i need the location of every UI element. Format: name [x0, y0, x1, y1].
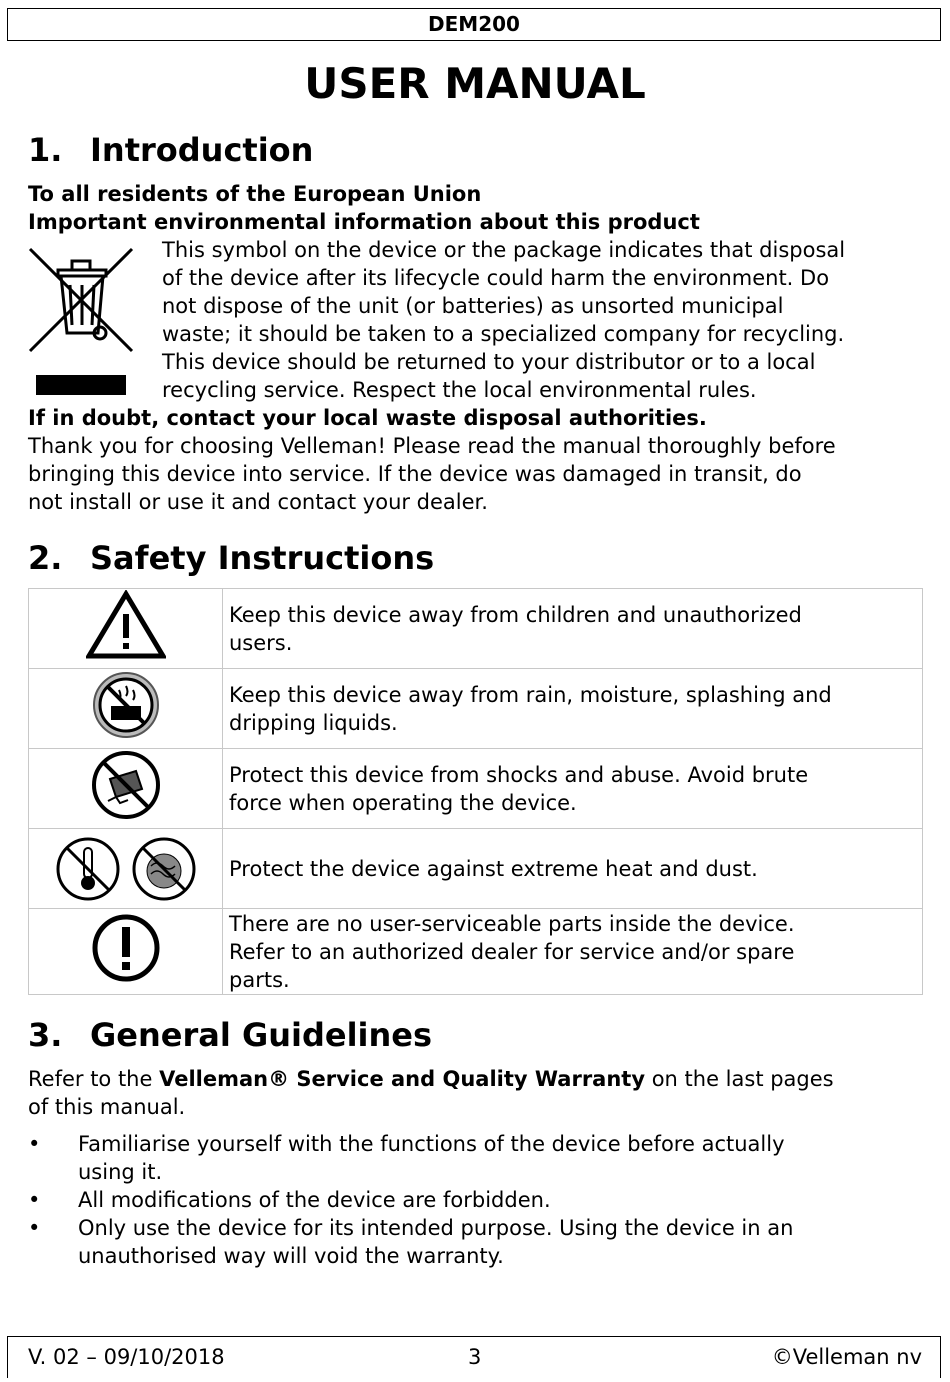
safety-row	[29, 669, 923, 749]
weee-crossed-bin-icon	[28, 245, 140, 405]
safety-text-cell	[223, 589, 923, 669]
bullet: •	[28, 1188, 41, 1212]
safety-text-line: Protect this device from shocks and abuse. Avoid brute	[229, 762, 809, 787]
guidelines-list	[28, 1130, 928, 1270]
safety-icon-cell	[29, 589, 223, 669]
list-item-line: using it.	[78, 1160, 163, 1184]
list-item-line: unauthorised way will void the warranty.	[78, 1244, 504, 1268]
footer-version: V. 02 – 09/10/2018	[28, 1345, 225, 1369]
document-header-model: DEM200	[7, 8, 941, 41]
section-guidelines-heading	[28, 1015, 432, 1055]
warranty-name: Velleman® Service and Quality Warranty	[159, 1067, 646, 1091]
safety-row	[29, 749, 923, 829]
list-item	[28, 1186, 928, 1214]
symbol-text-line: This symbol on the device or the package indicates that disposal	[162, 238, 846, 262]
footer-copyright: ©Velleman nv	[771, 1345, 922, 1369]
safety-text-line: users.	[229, 630, 293, 655]
bullet: •	[28, 1216, 41, 1240]
safety-icon-cell	[29, 749, 223, 829]
warranty-prefix: Refer to the	[28, 1067, 160, 1091]
safety-row	[29, 829, 923, 909]
symbol-text-line: recycling service. Respect the local environmental rules.	[162, 378, 757, 402]
no-dust-icon	[131, 836, 197, 902]
thanks-line: Thank you for choosing Velleman! Please read the manual thoroughly before	[28, 434, 836, 458]
doubt-line: If in doubt, contact your local waste disposal authorities.	[28, 406, 707, 430]
no-shock-icon	[90, 749, 162, 821]
no-moisture-icon	[91, 670, 161, 740]
no-heat-icon	[55, 836, 121, 902]
safety-icon-cell	[29, 669, 223, 749]
section-number: 1.	[28, 131, 63, 169]
safety-text-line: parts.	[229, 967, 290, 992]
thanks-line: bringing this device into service. If the device was damaged in transit, do	[28, 462, 802, 486]
warranty-reference-line-2: of this manual.	[28, 1095, 186, 1119]
section-safety-heading	[28, 538, 434, 578]
safety-row	[29, 589, 923, 669]
safety-text-line: force when operating the device.	[229, 790, 577, 815]
safety-text-line: dripping liquids.	[229, 710, 398, 735]
section-title: Safety Instructions	[90, 539, 435, 577]
eu-residents-line: To all residents of the European Union	[28, 182, 482, 206]
list-item-line: All modifications of the device are forbidden.	[78, 1188, 551, 1212]
symbol-text-line: waste; it should be taken to a specialized company for recycling.	[162, 322, 845, 346]
section-title: Introduction	[90, 131, 314, 169]
section-introduction-heading	[28, 130, 313, 170]
warranty-reference-line	[28, 1065, 834, 1093]
safety-text-cell	[223, 749, 923, 829]
safety-text-line: Keep this device away from children and unauthorized	[229, 602, 802, 627]
section-title: General Guidelines	[90, 1016, 433, 1054]
safety-text-cell	[223, 909, 923, 995]
safety-text-cell	[223, 669, 923, 749]
section-number: 3.	[28, 1016, 63, 1054]
symbol-text-line: not dispose of the unit (or batteries) as unsorted municipal	[162, 294, 784, 318]
list-item-line: Familiarise yourself with the functions of the device before actually	[78, 1132, 785, 1156]
exclamation-circle-icon	[91, 913, 161, 983]
section-number: 2.	[28, 539, 63, 577]
safety-icon-cell	[29, 829, 223, 909]
safety-table	[28, 588, 923, 995]
symbol-text-line: This device should be returned to your distributor or to a local	[162, 350, 816, 374]
symbol-text-line: of the device after its lifecycle could harm the environment. Do	[162, 266, 830, 290]
safety-text-line: Protect the device against extreme heat and dust.	[229, 856, 758, 881]
thanks-line: not install or use it and contact your dealer.	[28, 490, 488, 514]
list-item	[28, 1214, 928, 1270]
list-item-line: Only use the device for its intended purpose. Using the device in an	[78, 1216, 794, 1240]
bullet: •	[28, 1132, 41, 1156]
safety-text-line: Keep this device away from rain, moisture, splashing and	[229, 682, 832, 707]
safety-text-line: Refer to an authorized dealer for service and/or spare	[229, 939, 795, 964]
safety-text-line: There are no user-serviceable parts inside the device.	[229, 911, 795, 936]
warning-triangle-icon	[86, 590, 166, 660]
page-title: USER MANUAL	[304, 59, 646, 108]
footer-page-number: 3	[468, 1345, 482, 1369]
warranty-suffix: on the last pages	[645, 1067, 834, 1091]
page-footer	[7, 1336, 941, 1378]
safety-row	[29, 909, 923, 995]
safety-icon-cell	[29, 909, 223, 995]
safety-text-cell	[223, 829, 923, 909]
list-item	[28, 1130, 928, 1186]
environment-info-line: Important environmental information about this product	[28, 210, 700, 234]
